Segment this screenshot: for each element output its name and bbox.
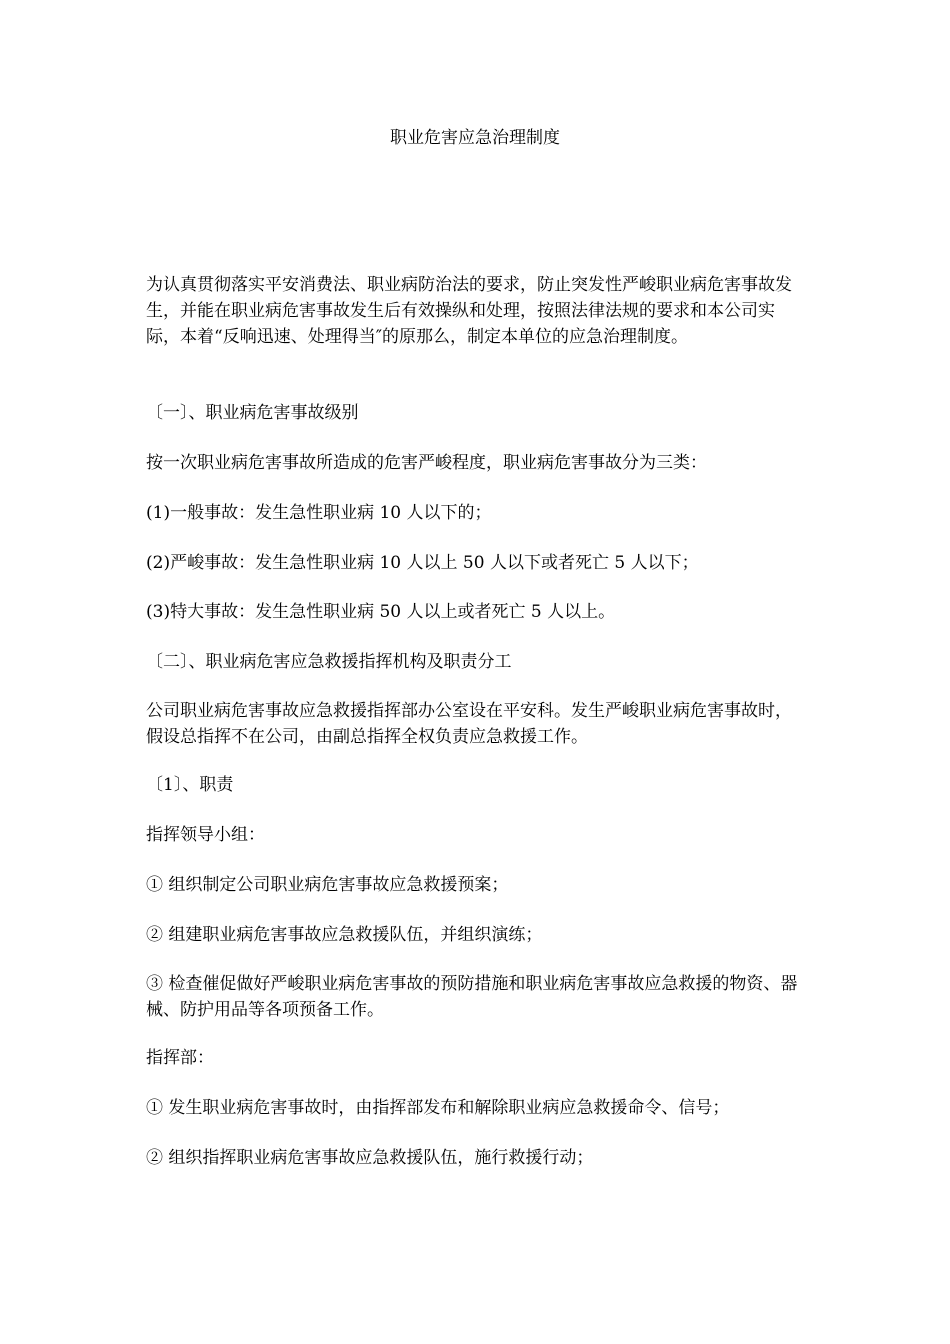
list-item: (1)一般事故：发生急性职业病 10 人以下的；	[146, 503, 492, 523]
section-heading-2: 〔二〕、职业病危害应急救援指挥机构及职责分工	[146, 652, 512, 672]
intro-paragraph: 为认真贯彻落实平安消费法、职业病防治法的要求，防止突发性严峻职业病危害事故发生，并能在职业病危害事故发生后有效操纵和处理，按照法律法规的要求和本公司实际，本着“反响迅速、处理得当″的原那么，制定本单位的应急治理制度。	[146, 275, 792, 347]
paragraph: 公司职业病危害事故应急救援指挥部办公室设在平安科。发生严峻职业病危害事故时，假设总指挥不在公司，由副总指挥全权负责应急救援工作。	[146, 701, 792, 747]
list-item: (2)严峻事故：发生急性职业病 10 人以上 50 人以下或者死亡 5 人以下；	[146, 553, 699, 573]
list-item: ① 发生职业病危害事故时，由指挥部发布和解除职业病应急救援命令、信号；	[146, 1098, 730, 1118]
list-item: ② 组建职业病危害事故应急救援队伍，并组织演练；	[146, 925, 543, 945]
list-item: ② 组织指挥职业病危害事故应急救援队伍，施行救援行动；	[146, 1148, 594, 1168]
section-heading-1: 〔一〕、职业病危害事故级别	[146, 403, 359, 423]
subsection-heading: 〔1〕、职责	[146, 775, 234, 795]
paragraph: 按一次职业病危害事故所造成的危害严峻程度，职业病危害事故分为三类：	[146, 453, 707, 473]
document-title: 职业危害应急治理制度	[390, 128, 560, 148]
list-item: (3)特大事故：发生急性职业病 50 人以上或者死亡 5 人以上。	[146, 602, 616, 622]
list-item: ③ 检查催促做好严峻职业病危害事故的预防措施和职业病危害事故应急救援的物资、器械、防护用品等各项预备工作。	[146, 974, 798, 1020]
paragraph: 指挥部：	[146, 1048, 214, 1068]
paragraph: 指挥领导小组：	[146, 825, 265, 845]
list-item: ① 组织制定公司职业病危害事故应急救援预案；	[146, 875, 509, 895]
